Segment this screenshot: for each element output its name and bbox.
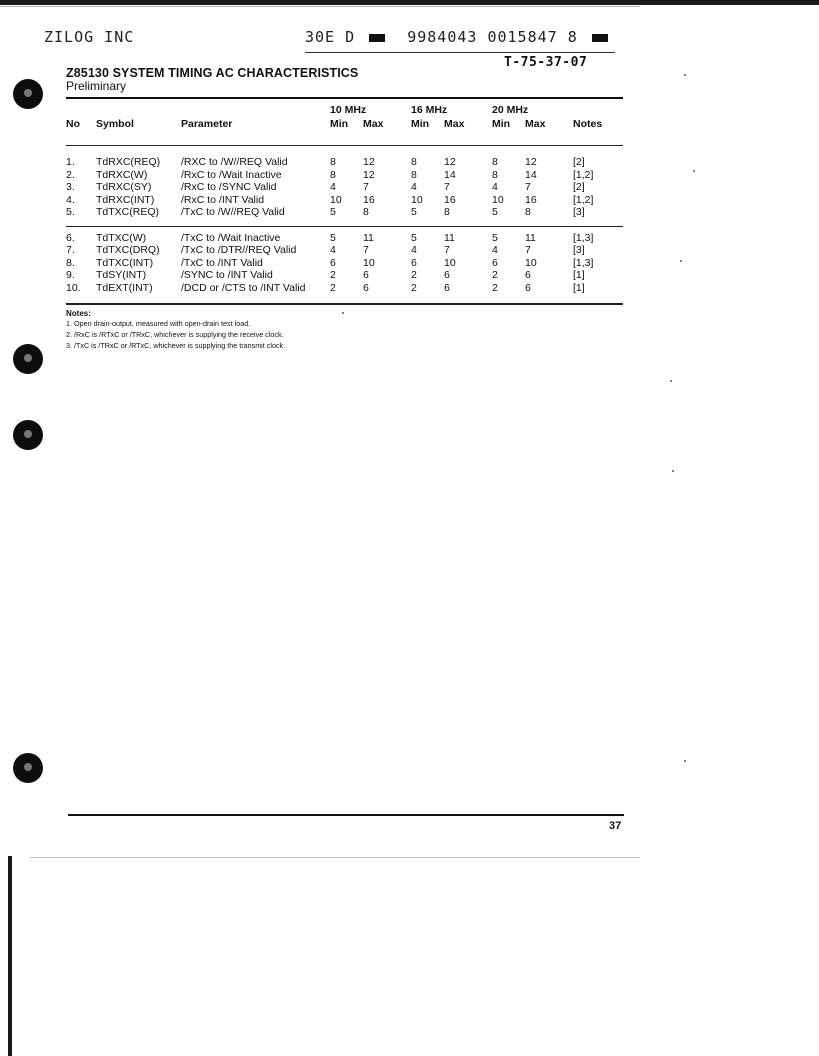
table-cell-min16: 4 [411, 181, 417, 193]
table-cell-min20: 10 [492, 194, 504, 206]
table-cell-max16: 16 [444, 194, 456, 206]
table-cell-min20: 8 [492, 169, 498, 181]
table-cell-min10: 10 [330, 194, 342, 206]
table-cell-max20: 6 [525, 269, 531, 281]
table-cell-max16: 7 [444, 181, 450, 193]
scan-speck [684, 760, 686, 762]
scan-left-bar [8, 856, 12, 1056]
table-cell-notes: [1,2] [573, 194, 594, 206]
freq-header-10: 10 MHz [330, 104, 367, 116]
table-cell-max10: 7 [363, 244, 369, 256]
scan-speck [680, 260, 682, 262]
table-cell-max10: 7 [363, 181, 369, 193]
table-cell-symbol: TdTXC(INT) [96, 257, 154, 269]
table-cell-min16: 10 [411, 194, 423, 206]
table-cell-min10: 4 [330, 181, 336, 193]
table-cell-symbol: TdSY(INT) [96, 269, 147, 281]
col-header-max-20: Max [525, 118, 546, 130]
table-cell-max10: 16 [363, 194, 375, 206]
col-header-no: No [66, 118, 80, 130]
table-cell-max16: 11 [444, 232, 455, 244]
table-cell-max20: 6 [525, 282, 531, 294]
table-cell-no: 4. [66, 194, 75, 206]
note-item-1: 1. Open drain-output, measured with open-drain test load. [66, 319, 251, 328]
table-cell-notes: [2] [573, 181, 585, 193]
redaction-block [592, 34, 608, 42]
table-cell-min10: 4 [330, 244, 336, 256]
table-cell-max20: 7 [525, 181, 531, 193]
table-cell-max10: 11 [363, 232, 374, 244]
table-cell-no: 10. [66, 282, 81, 294]
table-cell-max10: 6 [363, 282, 369, 294]
punch-hole-icon [13, 753, 43, 783]
table-cell-max16: 6 [444, 269, 450, 281]
table-cell-min10: 2 [330, 269, 336, 281]
table-cell-symbol: TdRXC(REQ) [96, 156, 161, 168]
table-cell-parameter: /TxC to /Wait Inactive [181, 232, 281, 244]
table-cell-notes: [1,2] [573, 169, 594, 181]
note-item-2: 2. /RxC is /RTxC or /TRxC, whichever is supplying the receive clock. [66, 330, 284, 339]
table-cell-no: 1. [66, 156, 75, 168]
punch-hole-icon [13, 344, 43, 374]
table-cell-min20: 4 [492, 181, 498, 193]
table-cell-max16: 6 [444, 282, 450, 294]
table-cell-max16: 10 [444, 257, 456, 269]
table-bottom-rule [66, 303, 623, 305]
table-cell-max10: 12 [363, 156, 375, 168]
col-header-symbol: Symbol [96, 118, 134, 130]
table-cell-parameter: /TxC to /DTR//REQ Valid [181, 244, 297, 256]
table-cell-no: 9. [66, 269, 75, 281]
header-rule [305, 52, 615, 53]
table-cell-max20: 12 [525, 156, 537, 168]
table-cell-notes: [1,3] [573, 257, 594, 269]
col-header-max-10: Max [363, 118, 384, 130]
table-cell-notes: [3] [573, 244, 585, 256]
scan-streak [0, 6, 640, 7]
scan-streak-bottom [30, 857, 640, 858]
table-cell-notes: [2] [573, 156, 585, 168]
table-cell-min10: 6 [330, 257, 336, 269]
freq-header-16: 16 MHz [411, 104, 448, 116]
scan-speck [342, 312, 344, 314]
table-cell-min20: 8 [492, 156, 498, 168]
table-header-rule [66, 145, 623, 146]
table-cell-min10: 8 [330, 169, 336, 181]
table-cell-min20: 2 [492, 269, 498, 281]
table-cell-max20: 11 [525, 232, 536, 244]
title-rule [66, 97, 623, 99]
page-title: Z85130 SYSTEM TIMING AC CHARACTERISTICS [66, 66, 359, 80]
table-cell-min20: 2 [492, 282, 498, 294]
table-cell-max16: 8 [444, 206, 450, 218]
note-item-3: 3. /TxC is /TRxC or /RTxC, whichever is supplying the transmit clock. [66, 341, 286, 350]
table-cell-max20: 10 [525, 257, 537, 269]
table-cell-min16: 2 [411, 282, 417, 294]
punch-hole-icon [13, 420, 43, 450]
scan-speck [670, 380, 672, 382]
col-header-max-16: Max [444, 118, 465, 130]
table-cell-parameter: /RxC to /INT Valid [181, 194, 265, 206]
table-cell-max20: 7 [525, 244, 531, 256]
notes-title: Notes: [66, 309, 91, 318]
header-code-b: 9984043 0015847 8 [407, 28, 578, 46]
page-number: 37 [609, 820, 622, 832]
company-name: ZILOG INC [44, 28, 135, 46]
scan-speck [672, 470, 674, 472]
table-cell-max16: 7 [444, 244, 450, 256]
table-cell-no: 3. [66, 181, 75, 193]
scan-speck [693, 170, 695, 172]
header-code-a: 30E D [305, 28, 356, 46]
table-cell-min10: 5 [330, 206, 336, 218]
table-cell-notes: [1] [573, 282, 585, 294]
table-cell-parameter: /TxC to /W//REQ Valid [181, 206, 285, 218]
table-cell-min20: 4 [492, 244, 498, 256]
table-cell-min10: 5 [330, 232, 336, 244]
document-code: T-75-37-07 [504, 55, 588, 70]
table-cell-parameter: /SYNC to /INT Valid [181, 269, 273, 281]
table-cell-max10: 6 [363, 269, 369, 281]
table-cell-max16: 12 [444, 156, 456, 168]
table-cell-no: 8. [66, 257, 75, 269]
table-cell-symbol: TdEXT(INT) [96, 282, 153, 294]
col-header-min-10: Min [330, 118, 349, 130]
table-cell-parameter: /DCD or /CTS to /INT Valid [181, 282, 306, 294]
redaction-block [369, 34, 385, 42]
table-cell-min16: 2 [411, 269, 417, 281]
page-subtitle: Preliminary [66, 79, 127, 93]
table-cell-min20: 6 [492, 257, 498, 269]
table-cell-min10: 2 [330, 282, 336, 294]
table-cell-notes: [1] [573, 269, 585, 281]
table-cell-symbol: TdTXC(DRQ) [96, 244, 160, 256]
table-cell-min20: 5 [492, 232, 498, 244]
table-group-rule [66, 226, 623, 227]
table-cell-min16: 4 [411, 244, 417, 256]
table-cell-min16: 5 [411, 206, 417, 218]
table-cell-symbol: TdRXC(SY) [96, 181, 152, 193]
table-cell-symbol: TdTXC(REQ) [96, 206, 159, 218]
table-cell-min16: 8 [411, 169, 417, 181]
scan-speck [684, 74, 686, 76]
table-cell-max20: 16 [525, 194, 537, 206]
table-cell-no: 7. [66, 244, 75, 256]
header-codes [305, 28, 620, 46]
table-cell-min10: 8 [330, 156, 336, 168]
table-cell-parameter: /RxC to /SYNC Valid [181, 181, 277, 193]
table-cell-max10: 8 [363, 206, 369, 218]
table-cell-symbol: TdRXC(W) [96, 169, 148, 181]
table-cell-min16: 6 [411, 257, 417, 269]
col-header-parameter: Parameter [181, 118, 233, 130]
table-cell-max16: 14 [444, 169, 456, 181]
table-cell-symbol: TdRXC(INT) [96, 194, 155, 206]
table-cell-max10: 12 [363, 169, 375, 181]
footer-rule [68, 814, 624, 816]
table-cell-max20: 14 [525, 169, 537, 181]
table-cell-parameter: /TxC to /INT Valid [181, 257, 263, 269]
table-cell-min20: 5 [492, 206, 498, 218]
table-cell-no: 5. [66, 206, 75, 218]
punch-hole-icon [13, 79, 43, 109]
col-header-notes: Notes [573, 118, 603, 130]
table-cell-notes: [1,3] [573, 232, 594, 244]
table-cell-min16: 5 [411, 232, 417, 244]
col-header-min-20: Min [492, 118, 511, 130]
table-cell-parameter: /RXC to /W//REQ Valid [181, 156, 288, 168]
col-header-min-16: Min [411, 118, 430, 130]
table-cell-notes: [3] [573, 206, 585, 218]
scan-top-bar [0, 0, 819, 5]
table-cell-no: 6. [66, 232, 75, 244]
table-cell-max10: 10 [363, 257, 375, 269]
table-cell-min16: 8 [411, 156, 417, 168]
table-cell-no: 2. [66, 169, 75, 181]
table-cell-max20: 8 [525, 206, 531, 218]
freq-header-20: 20 MHz [492, 104, 529, 116]
table-cell-symbol: TdTXC(W) [96, 232, 147, 244]
table-cell-parameter: /RxC to /Wait Inactive [181, 169, 282, 181]
